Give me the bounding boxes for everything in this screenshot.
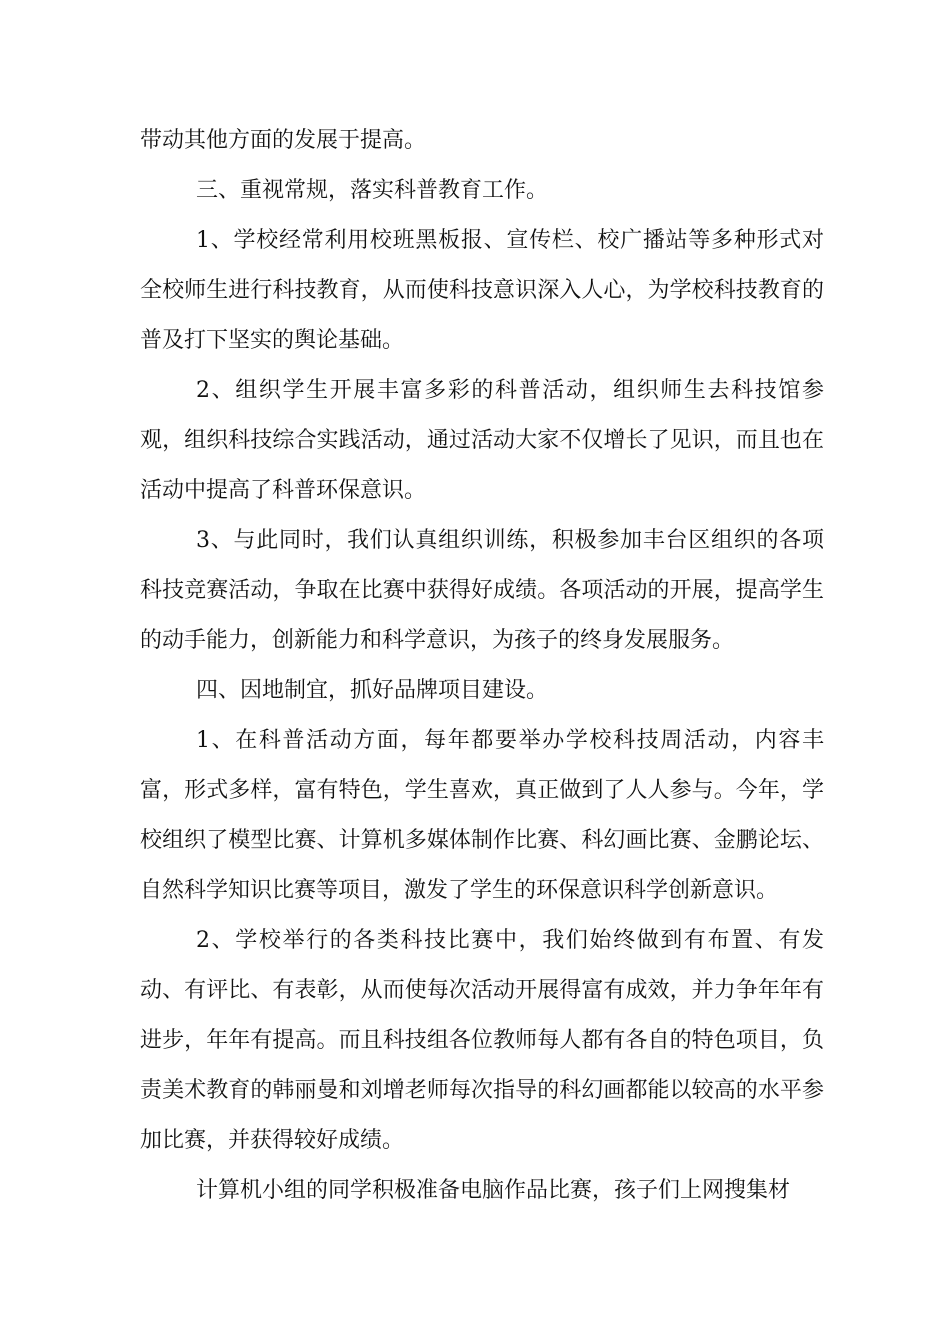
paragraph: 1、在科普活动方面，每年都要举办学校科技周活动，内容丰富，形式多样，富有特色，学生喜欢，真正做到了人人参与。今年，学校组织了模型比赛、计算机多媒体制作比赛、科幻画比赛、金鹏论坛、自然科学知识比赛等项目，激发了学生的环保意识科学创新意识。 xyxy=(140,728,824,903)
section-heading-3: 三、重视常规，落实科普教育工作。 xyxy=(196,178,549,203)
paragraph-continuation: 带动其他方面的发展于提高。 xyxy=(140,128,427,153)
paragraph: 1、学校经常利用校班黑板报、宣传栏、校广播站等多种形式对全校师生进行科技教育，从而使科技意识深入人心，为学校科技教育的普及打下坚实的舆论基础。 xyxy=(140,228,824,353)
paragraph: 3、与此同时，我们认真组织训练，积极参加丰台区组织的各项科技竞赛活动，争取在比赛中获得好成绩。各项活动的开展，提高学生的动手能力，创新能力和科学意识，为孩子的终身发展服务。 xyxy=(140,528,824,653)
document-body xyxy=(140,116,824,1216)
paragraph: 2、组织学生开展丰富多彩的科普活动，组织师生去科技馆参观，组织科技综合实践活动，通过活动大家不仅增长了见识，而且也在活动中提高了科普环保意识。 xyxy=(140,378,824,503)
section-heading-4: 四、因地制宜，抓好品牌项目建设。 xyxy=(196,678,549,703)
paragraph: 2、学校举行的各类科技比赛中，我们始终做到有布置、有发动、有评比、有表彰，从而使每次活动开展得富有成效，并力争年年有进步，年年有提高。而且科技组各位教师每人都有各自的特色项目，负责美术教育的韩丽曼和刘增老师每次指导的科幻画都能以较高的水平参加比赛，并获得较好成绩。 xyxy=(140,928,824,1153)
paragraph: 计算机小组的同学积极准备电脑作品比赛，孩子们上网搜集材 xyxy=(196,1178,791,1203)
